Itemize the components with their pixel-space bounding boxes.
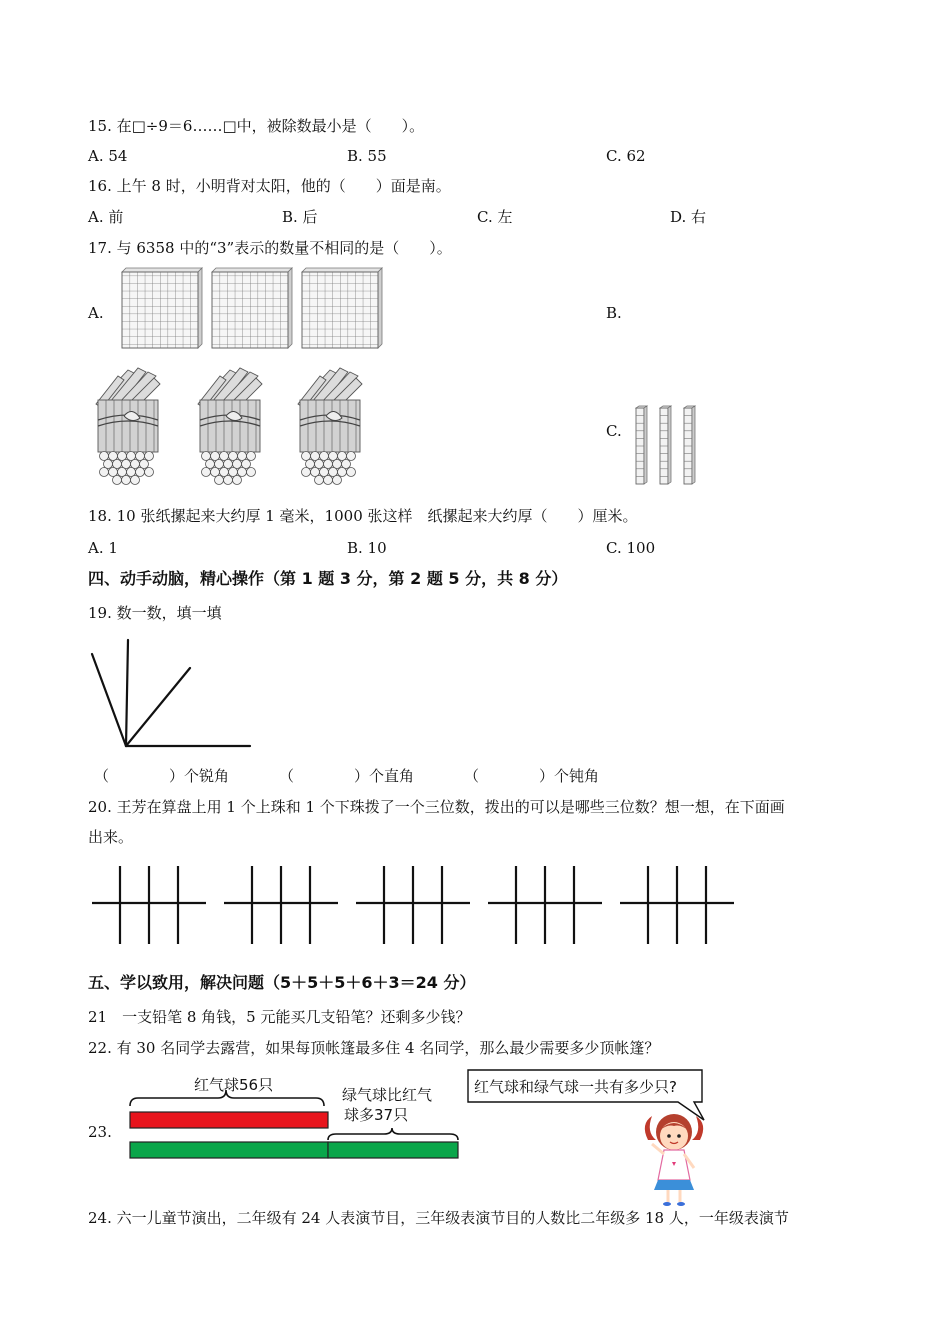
stick-bundle [298,368,362,485]
q21-stem: 21 一支铅笔 8 角钱，5 元能买几支铅笔？还剩多少钱？ [88,1008,471,1026]
stick-bundles-figure [86,364,386,490]
angle-ray-left [92,654,126,746]
abacus-frame [92,866,206,944]
section-5-title: 五、学以致用，解决问题（5＋5＋5＋6＋3＝24 分） [88,973,476,992]
q17-option-c-label: C. [606,422,622,440]
q19-right-blank: （ ）个直角 [279,767,415,785]
ten-rod [684,406,695,484]
abacus-frame [620,866,734,944]
q23-number: 23. [88,1123,112,1141]
q19-acute-blank: （ ）个锐角 [94,767,230,785]
abacus-frame [356,866,470,944]
red-balloon-label: 红气球56只 [194,1076,274,1094]
speech-bubble-and-girl [466,1068,716,1196]
stick-bundle [198,368,262,485]
q17-option-b-label: B. [606,304,622,322]
red-bar [130,1112,328,1128]
hundred-flat [122,268,202,348]
q15-option-a: A. 54 [88,147,128,165]
ten-rod [660,406,671,484]
q17-stem: 17. 与 6358 中的“3”表示的数量不相同的是（ ）。 [88,239,452,257]
balloon-bar-diagram [126,1066,462,1162]
hundred-flats-figure [118,268,388,350]
green-bar-extra [328,1142,458,1158]
green-bar-base [130,1142,328,1158]
q20-stem-line1: 20. 王芳在算盘上用 1 个上珠和 1 个下珠拨了一个三位数，拨出的可以是哪些三位数？想一想，在下面画 [88,798,785,816]
girl-icon [645,1114,703,1206]
q18-option-c: C. 100 [606,539,656,557]
stick-bundle [96,368,160,485]
q19-obtuse-blank: （ ）个钝角 [464,767,600,785]
angle-figure [88,636,258,752]
q16-option-c: C. 左 [477,208,513,226]
q15-option-c: C. 62 [606,147,646,165]
q24-stem: 24. 六一儿童节演出，二年级有 24 人表演节目，三年级表演节目的人数比二年级多 18 人，一年级表演节 [88,1209,789,1227]
green-balloon-label-line2: 球多37只 [344,1106,409,1124]
red-brace [130,1090,324,1106]
q15-option-b: B. 55 [347,147,387,165]
section-4-title: 四、动手动脑，精心操作（第 1 题 3 分，第 2 题 5 分，共 8 分） [88,569,568,588]
q17-option-a-label: A. [88,304,104,322]
abacus-frame [224,866,338,944]
q16-option-d: D. 右 [670,208,707,226]
green-balloon-label-line1: 绿气球比红气 [342,1086,433,1104]
q16-stem: 16. 上午 8 时，小明背对太阳，他的（ ）面是南。 [88,177,451,195]
q15-stem: 15. 在□÷9＝6……□中，被除数最小是（ ）。 [88,117,425,135]
q18-option-b: B. 10 [347,539,387,557]
q19-stem: 19. 数一数，填一填 [88,604,222,622]
angle-ray-diagonal [126,668,190,746]
ten-rod [636,406,647,484]
abacus-drawings [90,866,738,946]
abacus-frame [488,866,602,944]
angle-ray-vertical [126,640,128,746]
green-brace [328,1128,458,1140]
q20-stem-line2: 出来。 [88,828,134,846]
q22-stem: 22. 有 30 名同学去露营，如果每顶帐篷最多住 4 名同学，那么最少需要多少顶帐篷？ [88,1039,660,1057]
ten-rods-figure [634,406,698,486]
q16-option-b: B. 后 [282,208,318,226]
q18-option-a: A. 1 [88,539,118,557]
q18-stem: 18. 10 张纸摞起来大约厚 1 毫米，1000 张这样 纸摞起来大约厚（ ）厘米。 [88,507,638,525]
hundred-flat [212,268,292,348]
hundred-flat [302,268,382,348]
q16-option-a: A. 前 [88,208,124,226]
speech-text: 红气球和绿气球一共有多少只? [474,1078,677,1096]
